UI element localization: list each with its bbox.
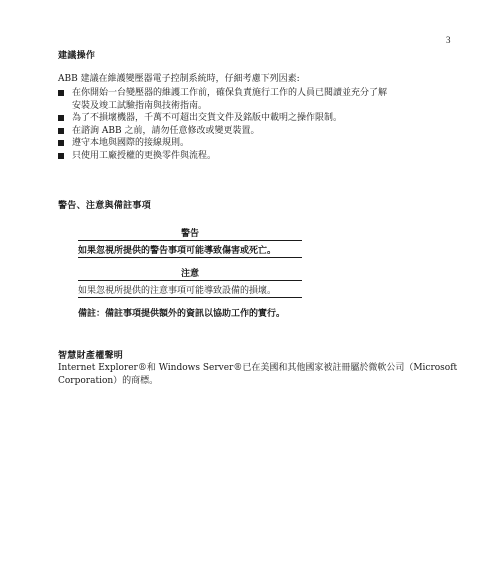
list-item-text-continued: 安裝及竣工試驗指南與技術指南。 xyxy=(72,100,208,111)
warning-title: 警告 xyxy=(78,226,302,241)
list-item-text: 在諮詢 ABB 之前，請勿任意修改或變更裝置。 xyxy=(72,125,260,136)
caution-title: 注意 xyxy=(78,266,302,281)
ip-statement-line-1: Internet Explorer®和 Windows Server®已在美國和其他國家被註冊屬於微軟公司（Microsoft xyxy=(58,363,458,373)
list-item-text: 為了不損壞機器，千萬不可超出交貨文件及銘版中載明之操作限制。 xyxy=(72,113,343,123)
section-heading-ip-statement: 智慧財產權聲明 xyxy=(58,351,124,361)
section-heading-warnings: 警告、注意與備註事項 xyxy=(58,201,152,211)
list-item-text: 在你開始一台變壓器的維護工作前，確保負責施行工作的人員已閱讀並充分了解 xyxy=(72,88,388,98)
recommendation-list xyxy=(58,87,387,162)
section-heading-recommended-practices: 建議操作 xyxy=(58,51,96,61)
page-number: 3 xyxy=(446,35,451,45)
bullet-square-icon xyxy=(58,140,64,146)
list-item xyxy=(58,112,387,125)
caution-text: 如果忽視所提供的注意事項可能導致設備的損壞。 xyxy=(78,281,302,298)
intro-paragraph: ABB 建議在維護變壓器電子控制系統時，仔細考慮下列因素: xyxy=(58,74,300,84)
caution-block xyxy=(78,266,302,298)
note-text: 備註：備註事項提供額外的資訊以協助工作的實行。 xyxy=(78,309,286,319)
list-item xyxy=(58,150,387,163)
list-item-text: 遵守本地與國際的接線規則。 xyxy=(72,138,190,148)
list-item xyxy=(58,87,387,112)
bullet-square-icon xyxy=(58,153,64,159)
bullet-square-icon xyxy=(58,128,64,134)
bullet-square-icon xyxy=(58,90,64,96)
list-item xyxy=(58,125,387,138)
list-item xyxy=(58,137,387,150)
bullet-square-icon xyxy=(58,115,64,121)
list-item-text: 只使用工廠授權的更換零件與流程。 xyxy=(72,150,217,161)
ip-statement-line-2: Corporation）的商標。 xyxy=(58,376,159,386)
warning-block xyxy=(78,226,302,258)
warning-text: 如果忽視所提供的警告事項可能導致傷害或死亡。 xyxy=(78,241,302,258)
